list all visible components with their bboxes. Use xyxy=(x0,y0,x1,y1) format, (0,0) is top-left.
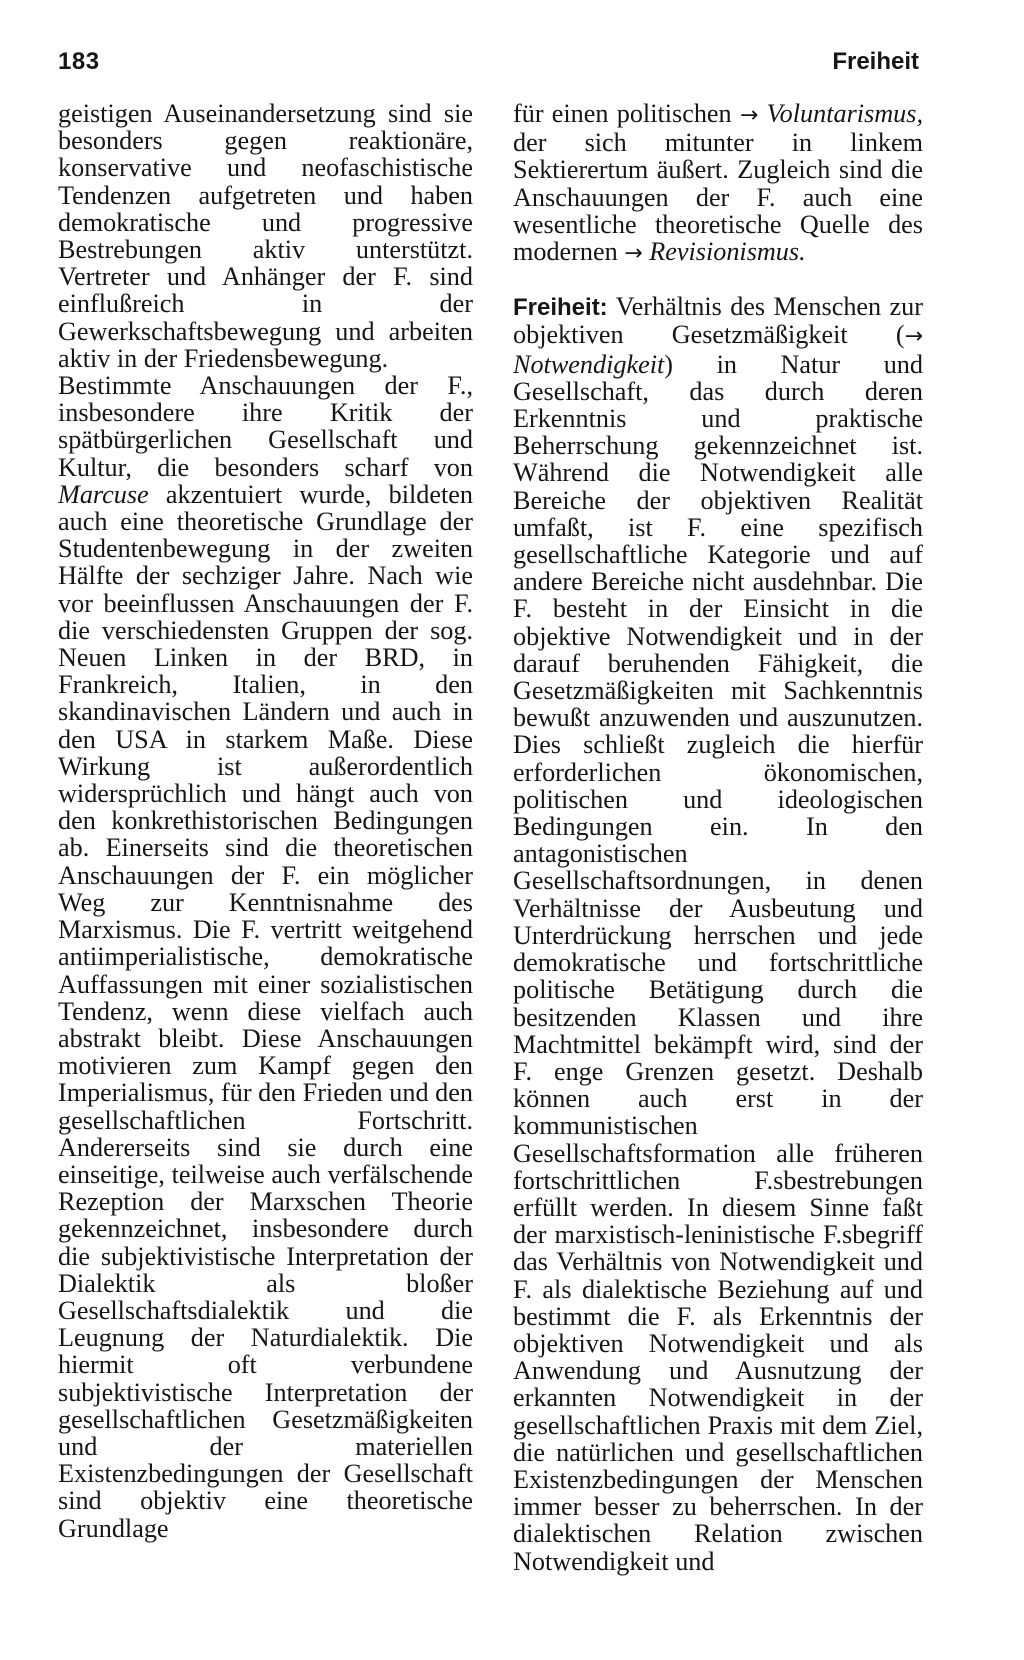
entry-text: Verhältnis des Menschen zur objektiven Gesetzmäßigkeit ( xyxy=(513,292,923,350)
paragraph-text: geistigen Auseinandersetzung sind sie besonders gegen reaktionäre, konservative und neofaschistische Tendenzen aufgetreten und haben demokratische und progressive Bestrebungen aktiv unterstützt. Vertreter und Anhänger der F. sind einflußreich in der Gewerkschaftsbewegung und arbeiten aktiv in der Friedensbewegung. xyxy=(58,99,473,373)
running-head: Freiheit xyxy=(832,48,919,75)
paragraph-text: für einen politischen xyxy=(513,99,732,128)
dictionary-entry xyxy=(513,293,923,1575)
cross-reference: Notwendigkeit xyxy=(513,349,665,379)
paragraph-text: Bestimmte Anschauungen der F., insbesondere ihre Kritik der spätbürgerlichen Gesellschaft und Kultur, die besonders scharf von xyxy=(58,371,473,482)
paragraph-text: akzentuiert wurde, bildeten auch eine theoretische Grundlage der Studentenbewegung in der zweiten Hälfte der sechziger Jahre. Nach wie vor beeinflussen Anschauungen der F. die verschiedensten Gruppen der sog. Neuen Linken in der BRD, in Frankreich, Italien, in den skandinavischen Ländern und auch in den USA in starkem Maße. Diese Wirkung ist außerordentlich widersprüchlich und hängt auch von den konkrethistorischen Bedingungen ab. Einerseits sind die theoretischen Anschauungen der F. ein möglicher Weg zur Kenntnisnahme des Marxismus. Die F. vertritt weitgehend antiimperialistische, demokratische Auffassungen mit einer sozialistischen Tendenz, wenn diese vielfach auch abstrakt bleibt. Diese Anschauungen motivieren zum Kampf gegen den Imperialismus, für den Frieden und den gesellschaftlichen Fortschritt. Andererseits sind sie durch eine einseitige, teilweise auch verfälschende Rezeption der Marxschen Theorie gekennzeichnet, insbesondere durch die subjektivistische Interpretation der Dialektik als bloßer Gesellschaftsdialektik und die Leugnung der Naturdialektik. Die hiermit oft verbundene subjektivistische Interpretation der gesellschaftlichen Gesetzmäßigkeiten und der materiellen Existenzbedingungen der Gesellschaft sind objektiv eine theoretische Grundlage xyxy=(58,479,473,1543)
page-header xyxy=(58,48,919,88)
entry-headword: Freiheit: xyxy=(513,294,608,322)
paragraph xyxy=(513,100,923,267)
paragraph-text: der sich mitunter in linkem Sektierertum äußert. Zugleich sind die Anschauungen der F. auch eine wesentliche theoretische Quelle des modernen xyxy=(513,128,923,267)
paragraph xyxy=(58,100,473,372)
cross-reference: Marcuse xyxy=(58,479,149,509)
arrow-icon: → xyxy=(904,324,923,350)
arrow-icon: → xyxy=(624,241,643,267)
page-number: 183 xyxy=(58,48,100,75)
paragraph xyxy=(58,372,473,1542)
left-column xyxy=(58,100,473,1542)
right-column xyxy=(513,100,923,1575)
cross-reference: Voluntarismus, xyxy=(766,99,924,128)
cross-reference: Revisionismus. xyxy=(649,237,806,267)
arrow-icon: → xyxy=(739,103,759,128)
entry-text: ) in Natur und Gesellschaft, das durch deren Erkenntnis und praktische Beherrschung gekennzeichnet ist. Während die Notwendigkeit alle Bereiche der objektiven Realität umfaßt, ist F. eine spezifisch gesellschaftliche Kategorie und auf andere Bereiche nicht ausdehnbar. Die F. besteht in der Einsicht in die objektive Notwendigkeit und in der darauf beruhenden Fähigkeit, die Gesetzmäßigkeiten mit Sachkenntnis bewußt anzuwenden und auszunutzen. Dies schließt zugleich die hierfür erforderlichen ökonomischen, politischen und ideologischen Bedingungen ein. In den antagonistischen Gesellschaftsordnungen, in denen Verhältnisse der Ausbeutung und Unterdrückung herrschen und jede demokratische und fortschrittliche politische Betätigung durch die besitzenden Klassen und ihre Machtmittel bekämpft wird, sind der F. enge Grenzen gesetzt. Deshalb können auch erst in der kommunistischen Gesellschaftsformation alle früheren fortschrittlichen F.sbestrebungen erfüllt werden. In diesem Sinne faßt der marxistisch-leninistische F.sbegriff das Verhältnis von Notwendigkeit und F. als dialektische Beziehung auf und bestimmt die F. als Erkenntnis der objektiven Notwendigkeit und als Anwendung und Ausnutzung der erkannten Notwendigkeit in der gesellschaftlichen Praxis mit dem Ziel, die natürlichen und gesellschaftlichen Existenzbedingungen der Menschen immer besser zu beherrschen. In der dialektischen Relation zwischen Notwendigkeit und xyxy=(513,349,923,1576)
